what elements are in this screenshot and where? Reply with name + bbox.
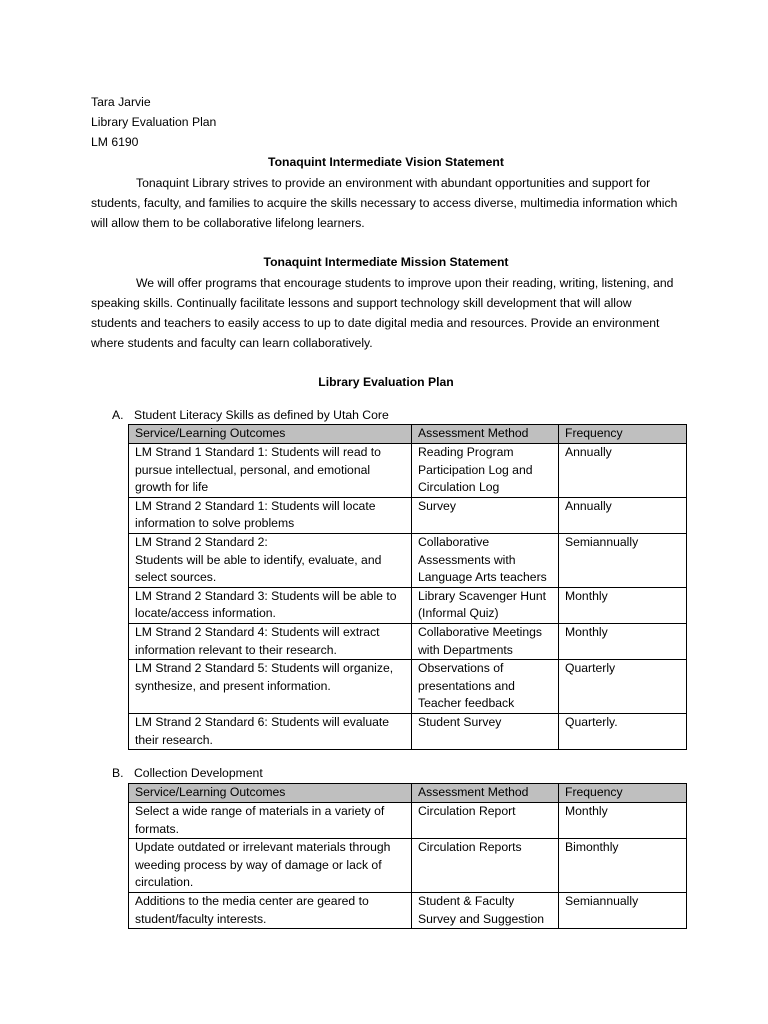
frequency-cell: Quarterly.	[559, 713, 687, 749]
table-row	[129, 803, 687, 839]
column-header: Assessment Method	[412, 425, 559, 444]
table-header-row	[129, 425, 687, 444]
outcome-cell: LM Strand 2 Standard 3: Students will be able to locate/access information.	[129, 587, 412, 623]
vision-text: Tonaquint Library strives to provide an environment with abundant opportunities and support for students, faculty, and families to acquire the skills necessary to access diverse, multimedia information which will allow them to be collaborative lifelong learners.	[91, 176, 678, 230]
document-title: Library Evaluation Plan	[91, 115, 217, 129]
outcome-cell: LM Strand 2 Standard 5: Students will organize, synthesize, and present information.	[129, 660, 412, 714]
table-row	[129, 623, 687, 659]
outcome-cell: LM Strand 1 Standard 1: Students will read to pursue intellectual, personal, and emotional growth for life	[129, 444, 412, 498]
section-b-title: Collection Development	[134, 766, 263, 780]
table-row	[129, 892, 687, 928]
table-row	[129, 587, 687, 623]
mission-section	[91, 253, 681, 353]
table-row	[129, 713, 687, 749]
outcome-cell: Update outdated or irrelevant materials through weeding process by way of damage or lack of circulation.	[129, 839, 412, 893]
table-header-row	[129, 784, 687, 803]
method-cell: Survey	[412, 497, 559, 533]
column-header: Assessment Method	[412, 784, 559, 803]
literacy-skills-table	[128, 424, 687, 750]
frequency-cell: Bimonthly	[559, 839, 687, 893]
document-header	[91, 93, 216, 153]
mission-title: Tonaquint Intermediate Mission Statement	[263, 255, 509, 269]
collection-development-table	[128, 783, 687, 929]
frequency-cell: Semiannually	[559, 533, 687, 587]
method-cell: Library Scavenger Hunt (Informal Quiz)	[412, 587, 559, 623]
frequency-cell: Annually	[559, 444, 687, 498]
outcome-cell: LM Strand 2 Standard 4: Students will extract information relevant to their research.	[129, 623, 412, 659]
table-row	[129, 839, 687, 893]
frequency-cell: Monthly	[559, 803, 687, 839]
method-cell: Collaborative Meetings with Departments	[412, 623, 559, 659]
column-header: Service/Learning Outcomes	[129, 784, 412, 803]
plan-section	[91, 373, 681, 393]
author-name: Tara Jarvie	[91, 95, 151, 109]
column-header: Service/Learning Outcomes	[129, 425, 412, 444]
outcome-cell: LM Strand 2 Standard 2: Students will be able to identify, evaluate, and select sources.	[129, 533, 412, 587]
table-row	[129, 444, 687, 498]
method-cell: Circulation Report	[412, 803, 559, 839]
section-b-label	[112, 764, 263, 782]
mission-paragraph	[91, 273, 681, 353]
column-header: Frequency	[559, 425, 687, 444]
method-cell: Collaborative Assessments with Language Arts teachers	[412, 533, 559, 587]
frequency-cell: Monthly	[559, 623, 687, 659]
method-cell: Student Survey	[412, 713, 559, 749]
mission-text: We will offer programs that encourage students to improve upon their reading, writing, listening, and speaking skills. Continually facilitate lessons and support technology skill development that will allow students and teachers to easily access to up to date digital media and resources. Provide an environment where students and faculty can learn collaboratively.	[91, 276, 674, 350]
method-cell: Reading Program Participation Log and Circulation Log	[412, 444, 559, 498]
method-cell: Circulation Reports	[412, 839, 559, 893]
outcome-cell: Select a wide range of materials in a variety of formats.	[129, 803, 412, 839]
outcome-cell: Additions to the media center are geared to student/faculty interests.	[129, 892, 412, 928]
table-row	[129, 660, 687, 714]
frequency-cell: Quarterly	[559, 660, 687, 714]
method-cell: Student & Faculty Survey and Suggestion	[412, 892, 559, 928]
table-row	[129, 533, 687, 587]
vision-paragraph	[91, 173, 681, 233]
outcome-cell: LM Strand 2 Standard 6: Students will evaluate their research.	[129, 713, 412, 749]
plan-title: Library Evaluation Plan	[318, 375, 454, 389]
vision-section	[91, 153, 681, 233]
frequency-cell: Monthly	[559, 587, 687, 623]
section-a-letter: A.	[112, 408, 124, 422]
course-code: LM 6190	[91, 135, 139, 149]
table-row	[129, 497, 687, 533]
column-header: Frequency	[559, 784, 687, 803]
vision-title: Tonaquint Intermediate Vision Statement	[268, 155, 504, 169]
frequency-cell: Annually	[559, 497, 687, 533]
section-b-letter: B.	[112, 766, 124, 780]
frequency-cell: Semiannually	[559, 892, 687, 928]
section-a-title: Student Literacy Skills as defined by Utah Core	[134, 408, 389, 422]
outcome-cell: LM Strand 2 Standard 1: Students will locate information to solve problems	[129, 497, 412, 533]
section-a-label	[112, 406, 389, 424]
method-cell: Observations of presentations and Teacher feedback	[412, 660, 559, 714]
